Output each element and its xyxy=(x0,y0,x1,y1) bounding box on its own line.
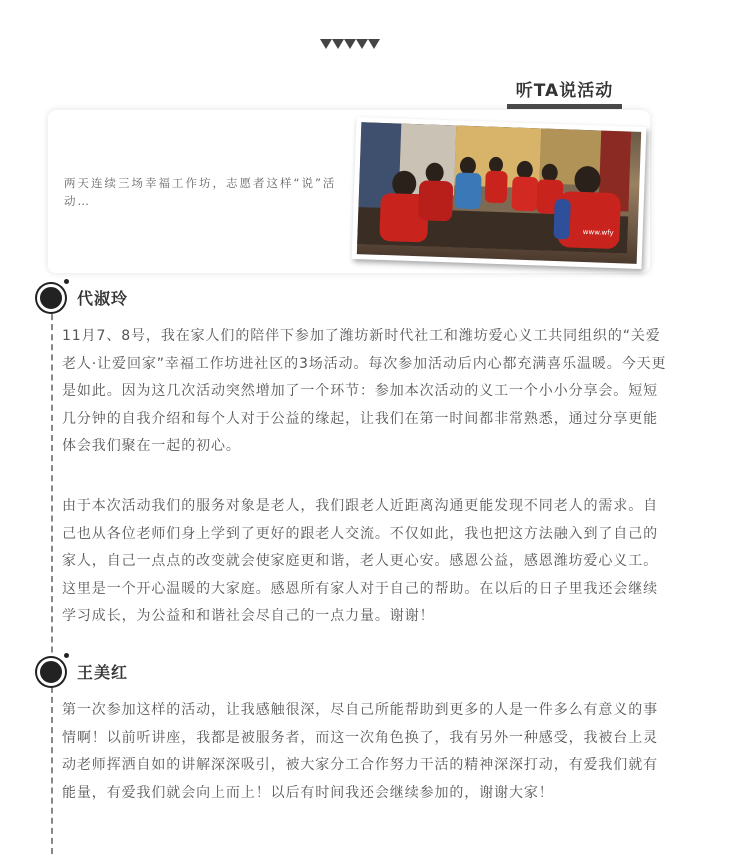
entry-paragraph: 11月7、8号，我在家人们的陪伴下参加了潍坊新时代社工和潍坊爱心义工共同组织的“关爱老人·让爱回家”幸福工作坊进社区的3场活动。每次参加活动后内心都充满喜乐温暖。今天更是如此。因为这几次活动突然增加了一个环节：参加本次活动的义工一个小小分享会。短短几分钟的自我介绍和每个人对于公益的缘起，让我们在第一时间都非常熟悉，通过分享更能体会我们聚在一起的初心。 xyxy=(62,328,667,454)
vest-text: www.wfy xyxy=(582,227,614,238)
entry-paragraph: 由于本次活动我们的服务对象是老人，我们跟老人近距离沟通更能发现不同老人的需求。自己也从各位老师们身上学到了更好的跟老人交流。不仅如此，我也把这方法融入到了自己的家人，自己一点点的改变就会使家庭更和谐，老人更心安。感恩公益，感恩潍坊爱心义工。这里是一个开心温暖的大家庭。感恩所有家人对于自己的帮助。在以后的日子里我还会继续学习成长，为公益和和谐社会尽自己的一点力量。谢谢！ xyxy=(62,498,658,624)
timeline-node-icon xyxy=(37,284,65,312)
triangle-icon xyxy=(368,39,380,49)
section-title-underline xyxy=(507,104,622,109)
triangle-divider xyxy=(0,39,730,53)
triangle-icon xyxy=(332,39,344,49)
section-title: 听TA说活动 xyxy=(515,81,614,101)
activity-photo xyxy=(352,117,647,269)
entry-author-name: 王美红 xyxy=(77,663,129,682)
timeline-dot-icon xyxy=(64,279,69,284)
triangle-icon xyxy=(356,39,368,49)
timeline-node-icon xyxy=(37,658,65,686)
entry-author-name: 代淑玲 xyxy=(77,289,129,308)
timeline-dot-icon xyxy=(64,653,69,658)
triangle-icon xyxy=(320,39,332,49)
intro-text: 两天连续三场幸福工作坊，志愿者这样“说”活动… xyxy=(64,176,337,208)
group-photo-icon xyxy=(357,122,641,264)
triangle-icon xyxy=(344,39,356,49)
timeline-line xyxy=(51,304,53,854)
entry-paragraph: 第一次参加这样的活动，让我感触很深，尽自己所能帮助到更多的人是一件多么有意义的事情啊！以前听讲座，我都是被服务者，而这一次角色换了，我有另外一种感受，我被台上灵动老师挥洒自如的讲解深深吸引，被大家分工合作努力干活的精神深深打动，有爱我们就有能量，有爱我们就会向上而上！以后有时间我还会继续参加的，谢谢大家！ xyxy=(62,702,658,801)
